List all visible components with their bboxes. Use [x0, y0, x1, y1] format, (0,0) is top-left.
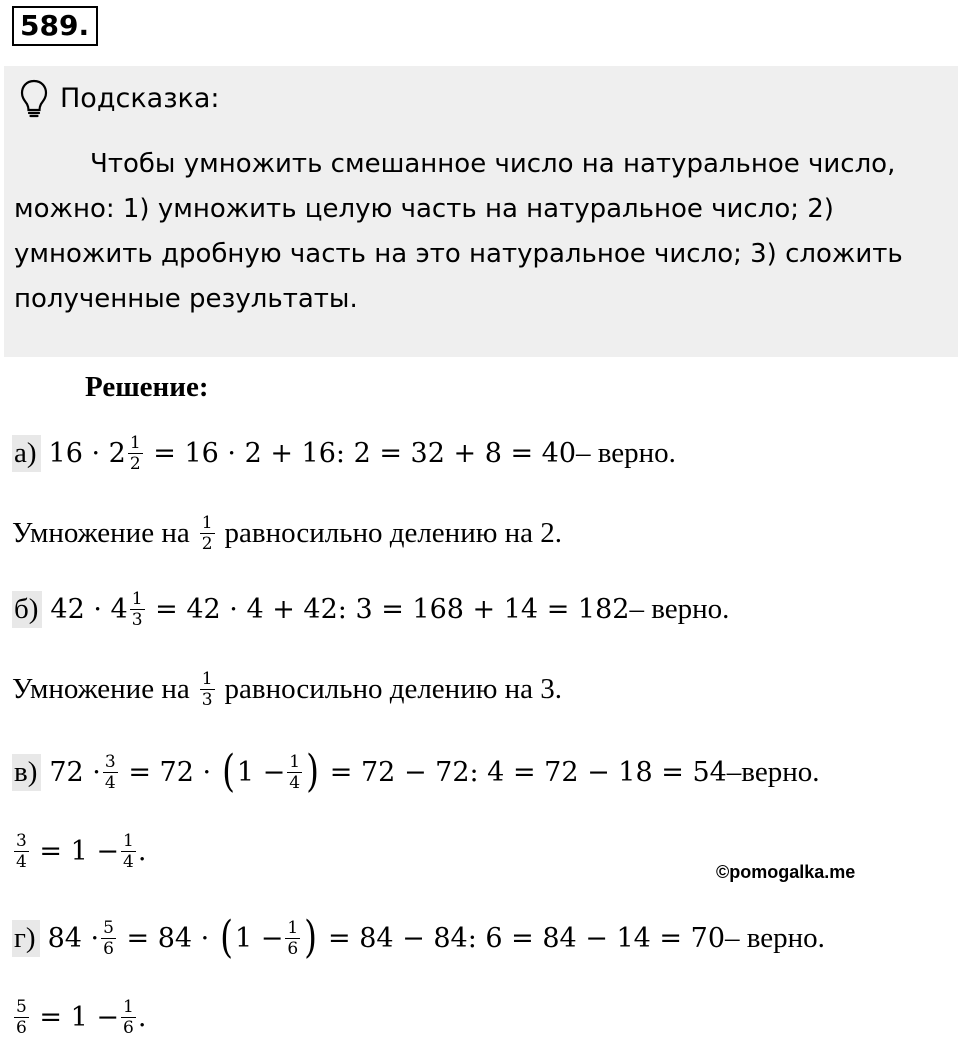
- fraction: $\frac{5}{6}$: [103, 917, 114, 959]
- expr-b-lhs: 42 ·: [50, 594, 102, 625]
- fraction: $\frac{3}{4}$: [16, 831, 27, 872]
- part-label-a: а): [12, 435, 41, 472]
- fraction: $\frac{1}{3}$: [131, 589, 143, 630]
- note-c-mid: = 1 −: [39, 836, 120, 867]
- note-a-after: равносильно делению на 2.: [224, 517, 563, 549]
- expr-c-inner: 1 −: [236, 756, 286, 788]
- hint-text: Чтобы умножить смешанное число на натуральное число, можно: 1) умножить целую часть на натуральное число; 2) умножить дробную часть на это натуральное число; 3) сложить полученные результаты.: [14, 149, 903, 314]
- paren-open: (: [221, 746, 235, 797]
- solution-title: Решение:: [85, 371, 209, 403]
- solution-row-a: [12, 434, 676, 473]
- paren-close: ): [306, 746, 320, 797]
- expr-c-mid: = 72 ·: [128, 756, 212, 788]
- fraction: $\frac{5}{6}$: [16, 997, 27, 1038]
- expr-b-rhs: = 42 · 4 + 42: 3 = 168 + 14 = 182: [155, 594, 630, 625]
- expr-a-rhs: = 16 · 2 + 16: 2 = 32 + 8 = 40: [153, 438, 577, 469]
- note-row-a: [12, 514, 562, 553]
- fraction: $\frac{3}{4}$: [104, 751, 116, 793]
- task-number: 589.: [12, 6, 98, 46]
- expr-c-rhs: = 72 − 72: 4 = 72 − 18 = 54: [329, 756, 727, 788]
- note-row-b: [12, 670, 562, 709]
- expr-c-lhs: 72 ·: [49, 756, 101, 788]
- expr-c: [49, 746, 727, 797]
- verdict-a: – верно.: [576, 437, 676, 469]
- expr-b-whole: 4: [110, 594, 128, 625]
- verdict-c: –верно.: [726, 755, 820, 788]
- note-d-end: .: [137, 1002, 147, 1033]
- paren-open: (: [219, 912, 233, 963]
- note-c-end: .: [137, 836, 147, 867]
- paren-close: ): [304, 912, 318, 963]
- expr-d-mid: = 84 ·: [126, 922, 210, 954]
- expr-d-lhs: 84 ·: [47, 922, 100, 954]
- hint-title: Подсказка:: [60, 82, 220, 114]
- expr-a-lhs: 16 ·: [48, 438, 101, 469]
- solution-row-b: [12, 590, 729, 629]
- note-row-c: [12, 832, 146, 871]
- lightbulb-icon: [18, 78, 50, 118]
- watermark: ©pomogalka.me: [716, 862, 856, 882]
- fraction: $\frac{1}{2}$: [201, 513, 213, 554]
- verdict-b: – верно.: [629, 593, 730, 625]
- expr-a: [49, 434, 576, 473]
- hint-header: [18, 78, 220, 118]
- hint-box: [4, 66, 958, 357]
- part-label-d: г): [12, 920, 40, 957]
- fraction: $\frac{1}{6}$: [287, 917, 299, 959]
- part-label-b: б): [12, 591, 42, 628]
- expr-a-whole: 2: [108, 438, 126, 469]
- verdict-d: – верно.: [725, 921, 825, 954]
- expr-d-inner: 1 −: [235, 922, 284, 954]
- note-row-d: [12, 998, 146, 1037]
- fraction: $\frac{1}{2}$: [129, 433, 141, 474]
- note-a-before: Умножение на: [12, 517, 190, 549]
- fraction: $\frac{1}{4}$: [289, 751, 301, 793]
- expr-b: [50, 590, 629, 629]
- fraction: $\frac{1}{6}$: [123, 997, 134, 1038]
- note-b-before: Умножение на: [12, 673, 190, 705]
- fraction: $\frac{1}{4}$: [123, 831, 134, 872]
- fraction: $\frac{1}{3}$: [201, 669, 213, 710]
- note-c-expr: [12, 832, 146, 871]
- note-d-expr: [12, 998, 146, 1037]
- solution-row-d: [12, 912, 825, 963]
- solution-row-c: [12, 746, 820, 797]
- expr-d: [47, 912, 725, 963]
- note-b-after: равносильно делению на 3.: [224, 673, 563, 705]
- note-d-mid: = 1 −: [39, 1002, 120, 1033]
- expr-d-rhs: = 84 − 84: 6 = 84 − 14 = 70: [328, 922, 725, 954]
- part-label-c: в): [12, 754, 41, 791]
